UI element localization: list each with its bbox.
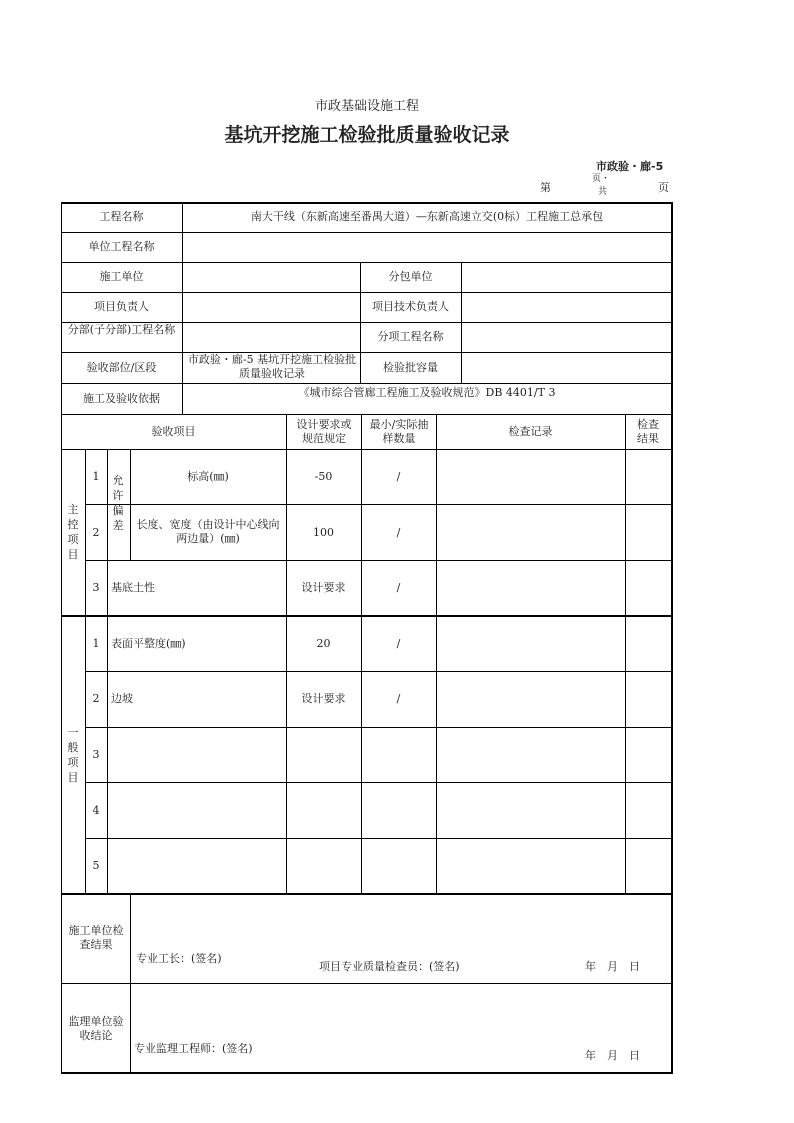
basis-value: 《城市综合管廊工程施工及验收规范》DB 4401/T 3 bbox=[298, 386, 556, 399]
supervisor-signature: 专业监理工程师：(签名) bbox=[134, 1042, 253, 1055]
col-item-header: 验收项目 bbox=[151, 425, 196, 438]
subitem-label: 分项工程名称 bbox=[377, 330, 444, 343]
main-row-2-design: 100 bbox=[313, 526, 334, 539]
batch-capacity-label: 检验批容量 bbox=[383, 361, 438, 374]
general-row-1-sample: / bbox=[396, 637, 401, 650]
main-row-3-name: 基底土性 bbox=[111, 581, 155, 594]
main-row-1-design: -50 bbox=[314, 470, 333, 483]
main-row-3-design: 设计要求 bbox=[301, 581, 346, 594]
page-prefix: 第 bbox=[540, 181, 551, 194]
construction-unit-label: 施工单位 bbox=[99, 270, 144, 283]
general-label: 一般项目 bbox=[67, 726, 79, 784]
main-row-2-sample: / bbox=[396, 526, 401, 539]
general-row-2-design: 设计要求 bbox=[301, 692, 346, 705]
col-design-header: 设计要求或规范规定 bbox=[296, 418, 352, 445]
project-name-value: 南大干线（东新高速至番禺大道）—东新高速立交(0标）工程施工总承包 bbox=[250, 210, 604, 223]
main-row-2-no: 2 bbox=[92, 526, 100, 539]
main-control-label: 主控项目 bbox=[67, 503, 79, 561]
tolerance-label: 允许偏差 bbox=[112, 474, 124, 532]
page-suffix: 页 bbox=[658, 181, 669, 194]
main-row-1-sample: / bbox=[396, 470, 401, 483]
general-row-4-no: 4 bbox=[92, 804, 100, 817]
main-row-3-sample: / bbox=[396, 581, 401, 594]
col-record-header: 检查记录 bbox=[508, 425, 553, 438]
general-row-2-name: 边坡 bbox=[111, 692, 133, 705]
page-total-label: 页・ bbox=[592, 174, 611, 184]
unit-project-label: 单位工程名称 bbox=[88, 240, 155, 253]
col-sample-header: 最小/实际抽样数量 bbox=[369, 418, 429, 445]
quality-inspector-signature: 项目专业质量检查员：(签名) bbox=[319, 960, 460, 973]
form-code: 市政验・廊-5 bbox=[596, 160, 664, 173]
supervision-date: 年 月 日 bbox=[585, 1049, 640, 1062]
main-row-3-no: 3 bbox=[92, 581, 100, 594]
foreman-signature: 专业工长：(签名) bbox=[136, 952, 222, 965]
general-row-1-no: 1 bbox=[92, 637, 100, 650]
main-row-1-no: 1 bbox=[92, 470, 100, 483]
subcontract-label: 分包单位 bbox=[388, 270, 433, 283]
construction-date: 年 月 日 bbox=[585, 960, 640, 973]
construction-check-label: 施工单位检查结果 bbox=[68, 924, 124, 951]
general-row-2-no: 2 bbox=[92, 692, 100, 705]
main-row-1-name: 标高(㎜) bbox=[187, 470, 229, 483]
main-row-2-name: 长度、宽度（由设计中心线向两边量）(㎜) bbox=[136, 518, 280, 545]
general-row-3-no: 3 bbox=[92, 748, 100, 761]
general-row-1-name: 表面平整度(㎜) bbox=[111, 637, 186, 650]
basis-label: 施工及验收依据 bbox=[83, 392, 160, 405]
page-title: 基坑开挖施工检验批质量验收记录 bbox=[224, 124, 510, 146]
general-row-2-sample: / bbox=[396, 692, 401, 705]
col-result-header: 检查结果 bbox=[637, 418, 659, 445]
page-total-mark: 共 bbox=[598, 187, 608, 197]
project-manager-label: 项目负责人 bbox=[94, 300, 149, 313]
general-row-5-no: 5 bbox=[92, 859, 100, 872]
acceptance-part-label: 验收部位/区段 bbox=[86, 361, 157, 374]
supervision-label: 监理单位验收结论 bbox=[68, 1015, 124, 1042]
acceptance-part-value: 市政验・廊-5 基坑开挖施工检验批质量验收记录 bbox=[187, 353, 357, 380]
project-name-label: 工程名称 bbox=[99, 210, 144, 223]
page-subtitle: 市政基础设施工程 bbox=[314, 99, 419, 114]
division-label: 分部(子分部)工程名称 bbox=[67, 323, 176, 336]
tech-manager-label: 项目技术负责人 bbox=[372, 300, 449, 313]
general-row-1-design: 20 bbox=[316, 637, 331, 650]
